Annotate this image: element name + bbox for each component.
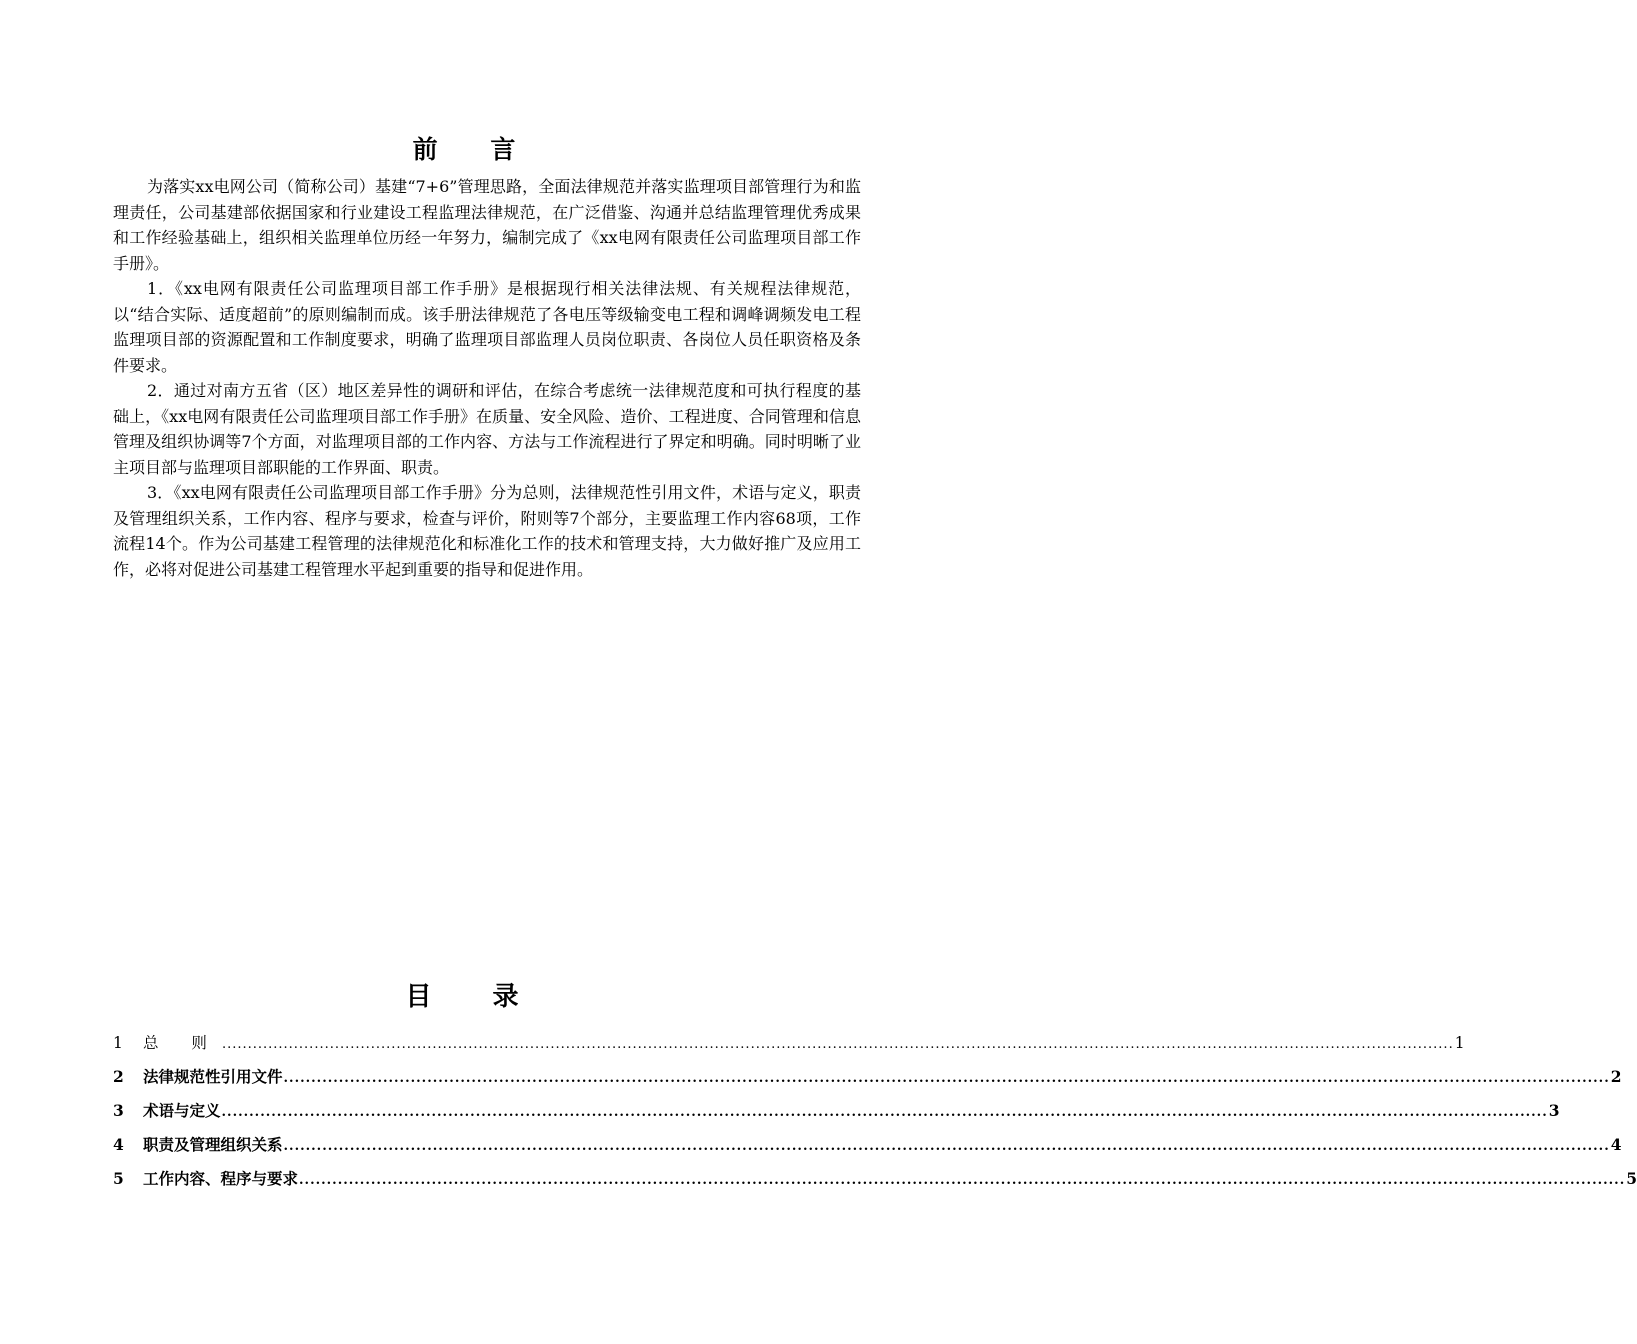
table-of-contents [113,1032,1637,1202]
toc-entry-2[interactable] [113,1066,1622,1100]
preface-title: 前 言 [412,135,538,164]
toc-entry-1[interactable] [113,1032,1465,1066]
toc-entry-number: 4 [113,1135,124,1154]
toc-entry-number: 1 [113,1034,123,1052]
toc-leader-dots: ................................................................................................................................................................................................................................................ [283,1139,1610,1154]
toc-leader-dots: ................................................................................................................................................................................................................................................ [221,1037,1454,1052]
toc-leader-dots: ................................................................................................................................................................................................................................................ [221,1105,1548,1120]
preface-paragraph-1: 1．《xx电网有限责任公司监理项目部工作手册》是根据现行相关法律法规、有关规程法律规范，以“结合实际、适度超前”的原则编制而成。该手册法律规范了各电压等级输变电工程和调峰调频发电工程监理项目部的资源配置和工作制度要求，明确了监理项目部监理人员岗位职责、各岗位人员任职资格及条件要求。 [113,279,861,375]
toc-entry-3[interactable] [113,1100,1560,1134]
toc-leader-dots: ................................................................................................................................................................................................................................................ [283,1071,1610,1086]
toc-entry-number: 2 [113,1067,124,1086]
toc-title: 目 录 [405,982,545,1012]
toc-entry-5[interactable] [113,1168,1637,1202]
preface-body [113,174,861,582]
toc-entry-label: 职责及管理组织关系 [143,1135,283,1154]
toc-entry-page: 2 [1610,1067,1622,1086]
toc-entry-page: 1 [1454,1034,1465,1052]
preface-paragraph-intro: 为落实xx电网公司（简称公司）基建“7+6”管理思路，全面法律规范并落实监理项目部管理行为和监理责任，公司基建部依据国家和行业建设工程监理法律规范，在广泛借鉴、沟通并总结监理管理优秀成果和工作经验基础上，组织相关监理单位历经一年努力，编制完成了《xx电网有限责任公司监理项目部工作手册》。 [113,177,861,273]
toc-entry-label: 法律规范性引用文件 [143,1067,283,1086]
toc-entry-label: 术语与定义 [143,1101,221,1120]
toc-leader-dots: ................................................................................................................................................................................................................................................ [299,1173,1626,1188]
toc-entry-4[interactable] [113,1134,1622,1168]
toc-entry-page: 4 [1610,1135,1622,1154]
preface-paragraph-3: 3．《xx电网有限责任公司监理项目部工作手册》分为总则，法律规范性引用文件，术语与定义，职责及管理组织关系，工作内容、程序与要求，检查与评价，附则等7个部分，主要监理工作内容68项，工作流程14个。作为公司基建工程管理的法律规范化和标准化工作的技术和管理支持，大力做好推广及应用工作，必将对促进公司基建工程管理水平起到重要的指导和促进作用。 [113,483,861,579]
toc-entry-page: 5 [1626,1169,1637,1188]
toc-entry-page: 3 [1548,1101,1560,1120]
toc-entry-label: 总 则 [143,1034,221,1052]
toc-entry-number: 3 [113,1101,124,1120]
toc-entry-number: 5 [113,1169,124,1188]
preface-paragraph-2: 2．通过对南方五省（区）地区差异性的调研和评估，在综合考虑统一法律规范度和可执行程度的基础上，《xx电网有限责任公司监理项目部工作手册》在质量、安全风险、造价、工程进度、合同管理和信息管理及组织协调等7个方面，对监理项目部的工作内容、方法与工作流程进行了界定和明确。同时明晰了业主项目部与监理项目部职能的工作界面、职责。 [113,381,861,477]
toc-entry-label: 工作内容、程序与要求 [143,1169,299,1188]
